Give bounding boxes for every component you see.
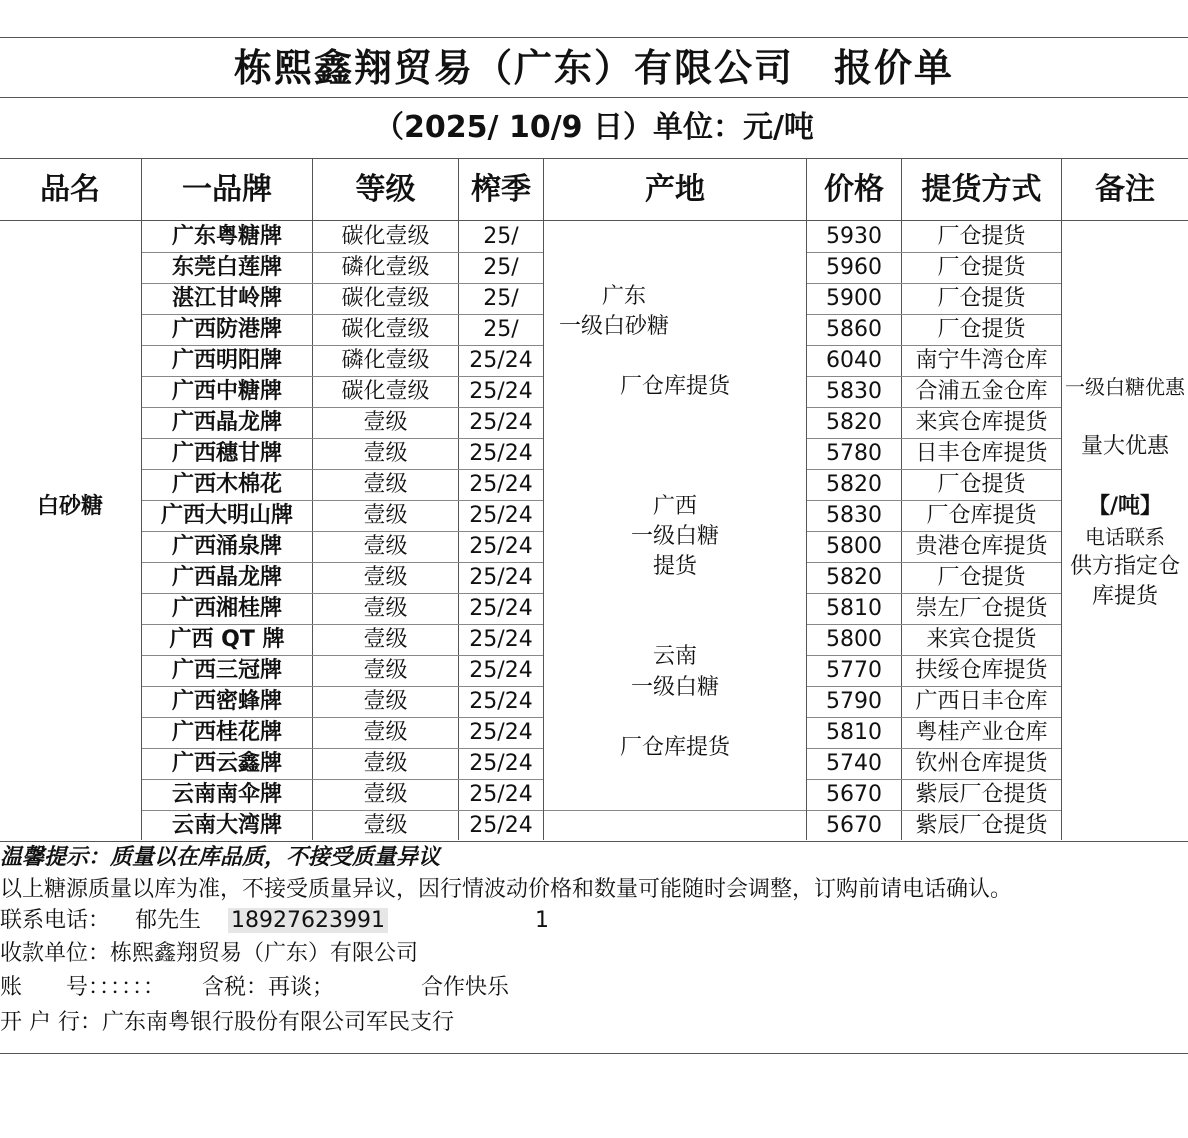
row-separator xyxy=(142,252,543,253)
origin-guangxi: 广西 xyxy=(652,494,697,519)
row-separator xyxy=(142,438,543,439)
season-cell: 25/24 xyxy=(469,720,533,745)
row-separator xyxy=(142,717,543,718)
season-cell: 25/24 xyxy=(469,596,533,621)
subtitle-divider xyxy=(0,158,1188,159)
row-separator xyxy=(807,624,1061,625)
brand-cell: 湛江甘岭牌 xyxy=(171,286,282,311)
warm-tip: 温馨提示：质量以在库品质，不接受质量异议 xyxy=(0,845,441,870)
origin-yunnan-pickup: 厂仓库提货 xyxy=(619,735,730,760)
price-cell: 5900 xyxy=(826,286,882,311)
row-separator xyxy=(142,593,543,594)
origin-guangdong-pickup: 厂仓库提货 xyxy=(619,374,730,399)
header-grade: 等级 xyxy=(355,172,416,207)
contact-line xyxy=(0,905,549,937)
price-cell: 5790 xyxy=(826,689,882,714)
brand-cell: 广西穗甘牌 xyxy=(171,441,282,466)
brand-cell: 广西晶龙牌 xyxy=(171,565,282,590)
row-separator xyxy=(142,345,543,346)
brand-cell: 广西防港牌 xyxy=(171,317,282,342)
remark-unit: 【/吨】 xyxy=(1087,494,1163,519)
row-separator xyxy=(142,314,543,315)
header-price: 价格 xyxy=(824,172,884,207)
season-cell: 25/24 xyxy=(469,472,533,497)
brand-cell: 广西晶龙牌 xyxy=(171,410,282,435)
grade-cell: 壹级 xyxy=(363,782,408,807)
brand-cell: 广西湘桂牌 xyxy=(171,596,282,621)
season-cell: 25/ xyxy=(483,286,519,311)
cooperation-note: 合作快乐 xyxy=(421,975,510,1000)
grade-cell: 壹级 xyxy=(363,596,408,621)
price-cell: 5820 xyxy=(826,565,882,590)
header-pickup: 提货方式 xyxy=(921,172,1042,207)
brand-cell: 广西明阳牌 xyxy=(171,348,282,373)
product-name-cell: 白砂糖 xyxy=(36,494,103,519)
brand-cell: 广西密蜂牌 xyxy=(171,689,282,714)
pickup-cell: 钦州仓库提货 xyxy=(915,751,1048,776)
grade-cell: 壹级 xyxy=(363,441,408,466)
price-cell: 5670 xyxy=(826,782,882,807)
remark-warehouse-2: 库提货 xyxy=(1091,584,1158,609)
row-separator xyxy=(807,531,1061,532)
row-separator xyxy=(807,686,1061,687)
season-cell: 25/24 xyxy=(469,782,533,807)
price-cell: 5810 xyxy=(826,596,882,621)
season-cell: 25/ xyxy=(483,224,519,249)
season-cell: 25/24 xyxy=(469,751,533,776)
price-cell: 5830 xyxy=(826,379,882,404)
brand-cell: 广西中糖牌 xyxy=(171,379,282,404)
account-line xyxy=(0,972,509,1004)
account-label: 账 号：：：：：： xyxy=(0,975,166,1000)
grade-cell: 碳化壹级 xyxy=(341,317,430,342)
header-origin: 产地 xyxy=(645,172,705,207)
page-title: 栋熙鑫翔贸易（广东）有限公司 报价单 xyxy=(233,46,954,90)
grade-cell: 壹级 xyxy=(363,472,408,497)
pickup-cell: 粤桂产业仓库 xyxy=(915,720,1048,745)
price-cell: 5800 xyxy=(826,534,882,559)
header-season: 榨季 xyxy=(471,172,531,207)
price-cell: 5930 xyxy=(826,224,882,249)
row-separator xyxy=(142,376,543,377)
grade-cell: 壹级 xyxy=(363,658,408,683)
row-separator xyxy=(807,407,1061,408)
grade-cell: 碳化壹级 xyxy=(341,286,430,311)
row-separator xyxy=(142,779,543,780)
contact-label: 联系电话： xyxy=(0,908,111,933)
season-cell: 25/ xyxy=(483,317,519,342)
grade-cell: 壹级 xyxy=(363,627,408,652)
row-separator xyxy=(807,810,1061,811)
row-separator xyxy=(142,562,543,563)
row-separator xyxy=(807,717,1061,718)
pickup-cell: 厂仓提货 xyxy=(937,472,1026,497)
brand-cell: 广西桂花牌 xyxy=(171,720,282,745)
row-separator xyxy=(807,748,1061,749)
grade-cell: 壹级 xyxy=(363,720,408,745)
grade-cell: 磷化壹级 xyxy=(341,348,430,373)
grade-cell: 碳化壹级 xyxy=(341,224,430,249)
brand-cell: 广西云鑫牌 xyxy=(171,751,282,776)
brand-cell: 广西涌泉牌 xyxy=(171,534,282,559)
brand-cell: 云南南伞牌 xyxy=(171,782,282,807)
header-product: 品名 xyxy=(40,172,100,207)
quality-note: 以上糖源质量以库为准，不接受质量异议，因行情波动价格和数量可能随时会调整，订购前请电话确认。 xyxy=(0,877,1013,902)
bank-line: 开 户 行：广东南粤银行股份有限公司军民支行 xyxy=(0,1010,454,1035)
price-cell: 6040 xyxy=(826,348,882,373)
row-separator xyxy=(142,531,543,532)
price-cell: 5830 xyxy=(826,503,882,528)
price-cell: 5780 xyxy=(826,441,882,466)
row-separator xyxy=(807,376,1061,377)
price-cell: 5800 xyxy=(826,627,882,652)
row-separator xyxy=(807,283,1061,284)
row-separator xyxy=(807,593,1061,594)
title-divider xyxy=(0,97,1188,98)
row-separator xyxy=(142,655,543,656)
pickup-cell: 日丰仓库提货 xyxy=(915,441,1048,466)
pickup-cell: 厂仓提货 xyxy=(937,565,1026,590)
header-brand: 一品牌 xyxy=(182,172,272,207)
pickup-cell: 南宁牛湾仓库 xyxy=(915,348,1048,373)
price-cell: 5860 xyxy=(826,317,882,342)
pickup-cell: 厂仓提货 xyxy=(937,255,1026,280)
season-cell: 25/24 xyxy=(469,534,533,559)
brand-cell: 广东粤糖牌 xyxy=(171,224,282,249)
grade-cell: 壹级 xyxy=(363,565,408,590)
season-cell: 25/24 xyxy=(469,379,533,404)
pickup-cell: 厂仓提货 xyxy=(937,317,1026,342)
row-separator xyxy=(807,252,1061,253)
grade-cell: 壹级 xyxy=(363,503,408,528)
top-border xyxy=(0,37,1188,38)
grade-cell: 壹级 xyxy=(363,410,408,435)
origin-guangdong-grade: 一级白砂糖 xyxy=(558,314,669,339)
row-separator xyxy=(142,283,543,284)
footer-bottom xyxy=(0,1053,1188,1054)
season-cell: 25/24 xyxy=(469,658,533,683)
price-cell: 5770 xyxy=(826,658,882,683)
row-separator xyxy=(807,779,1061,780)
season-cell: 25/ xyxy=(483,255,519,280)
grade-cell: 磷化壹级 xyxy=(341,255,430,280)
row-separator xyxy=(544,810,806,811)
season-cell: 25/24 xyxy=(469,813,533,838)
pickup-cell: 紫辰厂仓提货 xyxy=(915,813,1048,838)
row-separator xyxy=(807,345,1061,346)
remark-phone: 电话联系 xyxy=(1085,525,1165,549)
brand-cell: 广西三冠牌 xyxy=(171,658,282,683)
phone-suffix: 1 xyxy=(535,908,549,933)
payee-line: 收款单位：栋熙鑫翔贸易（广东）有限公司 xyxy=(0,941,419,966)
pickup-cell: 扶绥仓库提货 xyxy=(915,658,1048,683)
season-cell: 25/24 xyxy=(469,689,533,714)
season-cell: 25/24 xyxy=(469,410,533,435)
origin-guangdong: 广东 xyxy=(601,284,646,309)
price-cell: 5960 xyxy=(826,255,882,280)
price-cell: 5810 xyxy=(826,720,882,745)
season-cell: 25/24 xyxy=(469,503,533,528)
tax-note: 含税：再谈； xyxy=(202,975,335,1000)
pickup-cell: 广西日丰仓库 xyxy=(915,689,1048,714)
pickup-cell: 崇左厂仓提货 xyxy=(915,596,1048,621)
pickup-cell: 贵港仓库提货 xyxy=(915,534,1048,559)
grade-cell: 碳化壹级 xyxy=(341,379,430,404)
remark-bulk: 量大优惠 xyxy=(1080,434,1169,459)
pickup-cell: 厂仓库提货 xyxy=(926,503,1037,528)
date-unit-subtitle: （2025/ 10/9 日）单位：元/吨 xyxy=(374,110,814,145)
grade-cell: 壹级 xyxy=(363,689,408,714)
season-cell: 25/24 xyxy=(469,627,533,652)
grade-cell: 壹级 xyxy=(363,751,408,776)
origin-guangxi-pickup: 提货 xyxy=(652,554,697,579)
remark-discount: 一级白糖优惠 xyxy=(1065,375,1185,399)
pickup-cell: 厂仓提货 xyxy=(937,286,1026,311)
season-cell: 25/24 xyxy=(469,565,533,590)
grade-cell: 壹级 xyxy=(363,813,408,838)
origin-yunnan-grade: 一级白糖 xyxy=(630,675,719,700)
row-separator xyxy=(807,438,1061,439)
pickup-cell: 紫辰厂仓提货 xyxy=(915,782,1048,807)
remark-warehouse: 供方指定仓 xyxy=(1069,554,1180,579)
brand-cell: 广西 QT 牌 xyxy=(169,627,285,652)
header-remarks: 备注 xyxy=(1095,172,1155,207)
brand-cell: 广西大明山牌 xyxy=(160,503,293,528)
row-separator xyxy=(142,748,543,749)
row-separator xyxy=(142,407,543,408)
price-cell: 5820 xyxy=(826,410,882,435)
row-separator xyxy=(807,469,1061,470)
origin-yunnan: 云南 xyxy=(652,644,697,669)
row-separator xyxy=(807,562,1061,563)
row-separator xyxy=(142,500,543,501)
price-cell: 5820 xyxy=(826,472,882,497)
price-cell: 5670 xyxy=(826,813,882,838)
contact-name: 郁先生 xyxy=(135,908,202,933)
price-cell: 5740 xyxy=(826,751,882,776)
row-separator xyxy=(807,655,1061,656)
pickup-cell: 厂仓提货 xyxy=(937,224,1026,249)
row-separator xyxy=(142,810,543,811)
season-cell: 25/24 xyxy=(469,441,533,466)
row-separator xyxy=(142,686,543,687)
pickup-cell: 来宾仓提货 xyxy=(926,627,1037,652)
grade-cell: 壹级 xyxy=(363,534,408,559)
pickup-cell: 来宾仓库提货 xyxy=(915,410,1048,435)
pickup-cell: 合浦五金仓库 xyxy=(915,379,1048,404)
brand-cell: 广西木棉花 xyxy=(171,472,282,497)
row-separator xyxy=(807,314,1061,315)
season-cell: 25/24 xyxy=(469,348,533,373)
contact-phone[interactable]: 18927623991 xyxy=(228,908,388,933)
row-separator xyxy=(142,624,543,625)
row-separator xyxy=(807,500,1061,501)
brand-cell: 东莞白莲牌 xyxy=(171,255,282,280)
origin-guangxi-grade: 一级白糖 xyxy=(630,524,719,549)
row-separator xyxy=(142,469,543,470)
brand-cell: 云南大湾牌 xyxy=(171,813,282,838)
